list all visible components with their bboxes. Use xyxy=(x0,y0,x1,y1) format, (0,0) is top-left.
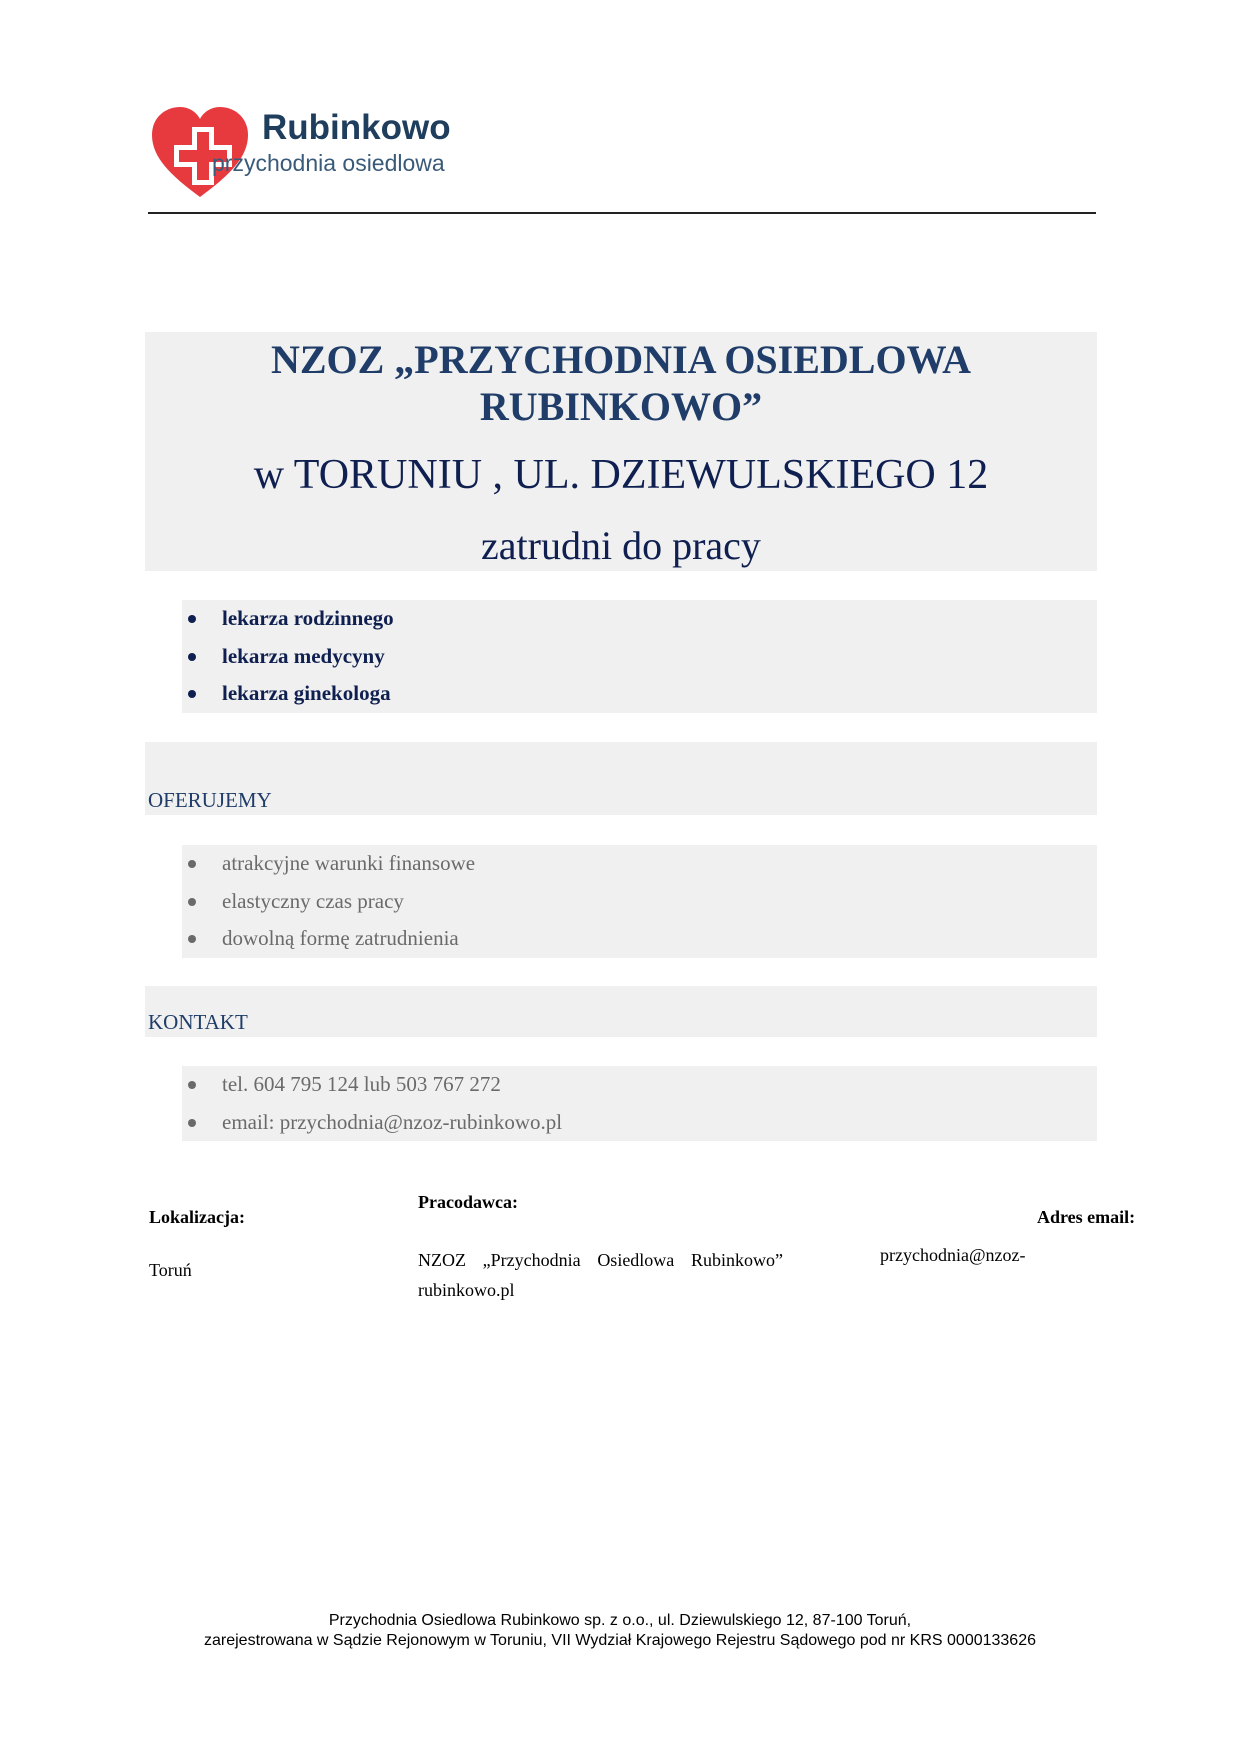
contact-list xyxy=(182,1066,1097,1141)
offer-item: elastyczny czas pracy xyxy=(222,888,404,913)
location-label: Lokalizacja: xyxy=(149,1207,245,1227)
logo-name: Rubinkowo xyxy=(262,108,451,147)
contact-heading: KONTAKT xyxy=(148,1010,248,1034)
footer-line: zarejestrowana w Sądzie Rejonowym w Toruniu, VII Wydział Krajowego Rejestru Sądowego pod nr KRS 0000133626 xyxy=(203,1632,1036,1649)
offer-list xyxy=(182,845,1097,958)
list-item xyxy=(182,1066,1097,1104)
bullet-icon xyxy=(188,860,196,868)
bullet-icon xyxy=(188,653,196,661)
employer-word: Rubinkowo” xyxy=(690,1250,783,1270)
employer-word: „Przychodnia xyxy=(482,1250,581,1270)
footer-line: Przychodnia Osiedlowa Rubinkowo sp. z o.o., ul. Dziewulskiego 12, 87-100 Toruń, xyxy=(328,1612,912,1629)
bullet-icon xyxy=(188,1119,196,1127)
offer-heading: OFERUJEMY xyxy=(148,788,272,812)
email-value: przychodnia@nzoz- xyxy=(880,1245,1026,1265)
position-name: lekarza ginekologa xyxy=(222,681,391,705)
bullet-icon xyxy=(188,1081,196,1089)
employer-value xyxy=(418,1245,788,1305)
location-value: Toruń xyxy=(149,1260,192,1280)
bullet-icon xyxy=(188,615,196,623)
title-block xyxy=(145,332,1097,571)
offer-item: dowolną formę zatrudnienia xyxy=(222,926,459,950)
contact-section-bar xyxy=(145,986,1097,1037)
position-name: lekarza medycyny xyxy=(222,643,385,668)
list-item xyxy=(182,638,1097,676)
bullet-icon xyxy=(188,898,196,906)
list-item xyxy=(182,920,1097,958)
employer-word: Osiedlowa xyxy=(597,1250,675,1270)
offer-section-bar xyxy=(145,742,1097,815)
list-item xyxy=(182,883,1097,921)
employer-word: NZOZ xyxy=(418,1250,466,1270)
contact-email: email: przychodnia@nzoz-rubinkowo.pl xyxy=(222,1109,563,1134)
offer-item: atrakcyjne warunki finansowe xyxy=(222,851,476,875)
email-label: Adres email: xyxy=(1037,1207,1136,1227)
employer-label: Pracodawca: xyxy=(418,1192,518,1212)
hiring-line: zatrudni do pracy xyxy=(481,523,761,568)
header-divider xyxy=(148,212,1096,214)
clinic-logo xyxy=(150,100,470,200)
positions-list xyxy=(182,600,1097,713)
bullet-icon xyxy=(188,690,196,698)
list-item xyxy=(182,845,1097,883)
page-footer xyxy=(0,1611,1240,1651)
clinic-address: w TORUNIU , UL. DZIEWULSKIEGO 12 xyxy=(253,452,989,498)
contact-phone: tel. 604 795 124 lub 503 767 272 xyxy=(222,1072,501,1096)
list-item xyxy=(182,600,1097,638)
clinic-title: NZOZ „PRZYCHODNIA OSIEDLOWA RUBINKOWO” xyxy=(270,337,972,429)
employer-value-line2: rubinkowo.pl xyxy=(418,1280,515,1300)
bullet-icon xyxy=(188,935,196,943)
position-name: lekarza rodzinnego xyxy=(222,606,394,630)
logo-tagline: przychodnia osiedlowa xyxy=(212,150,445,176)
list-item xyxy=(182,1104,1097,1142)
list-item xyxy=(182,675,1097,713)
